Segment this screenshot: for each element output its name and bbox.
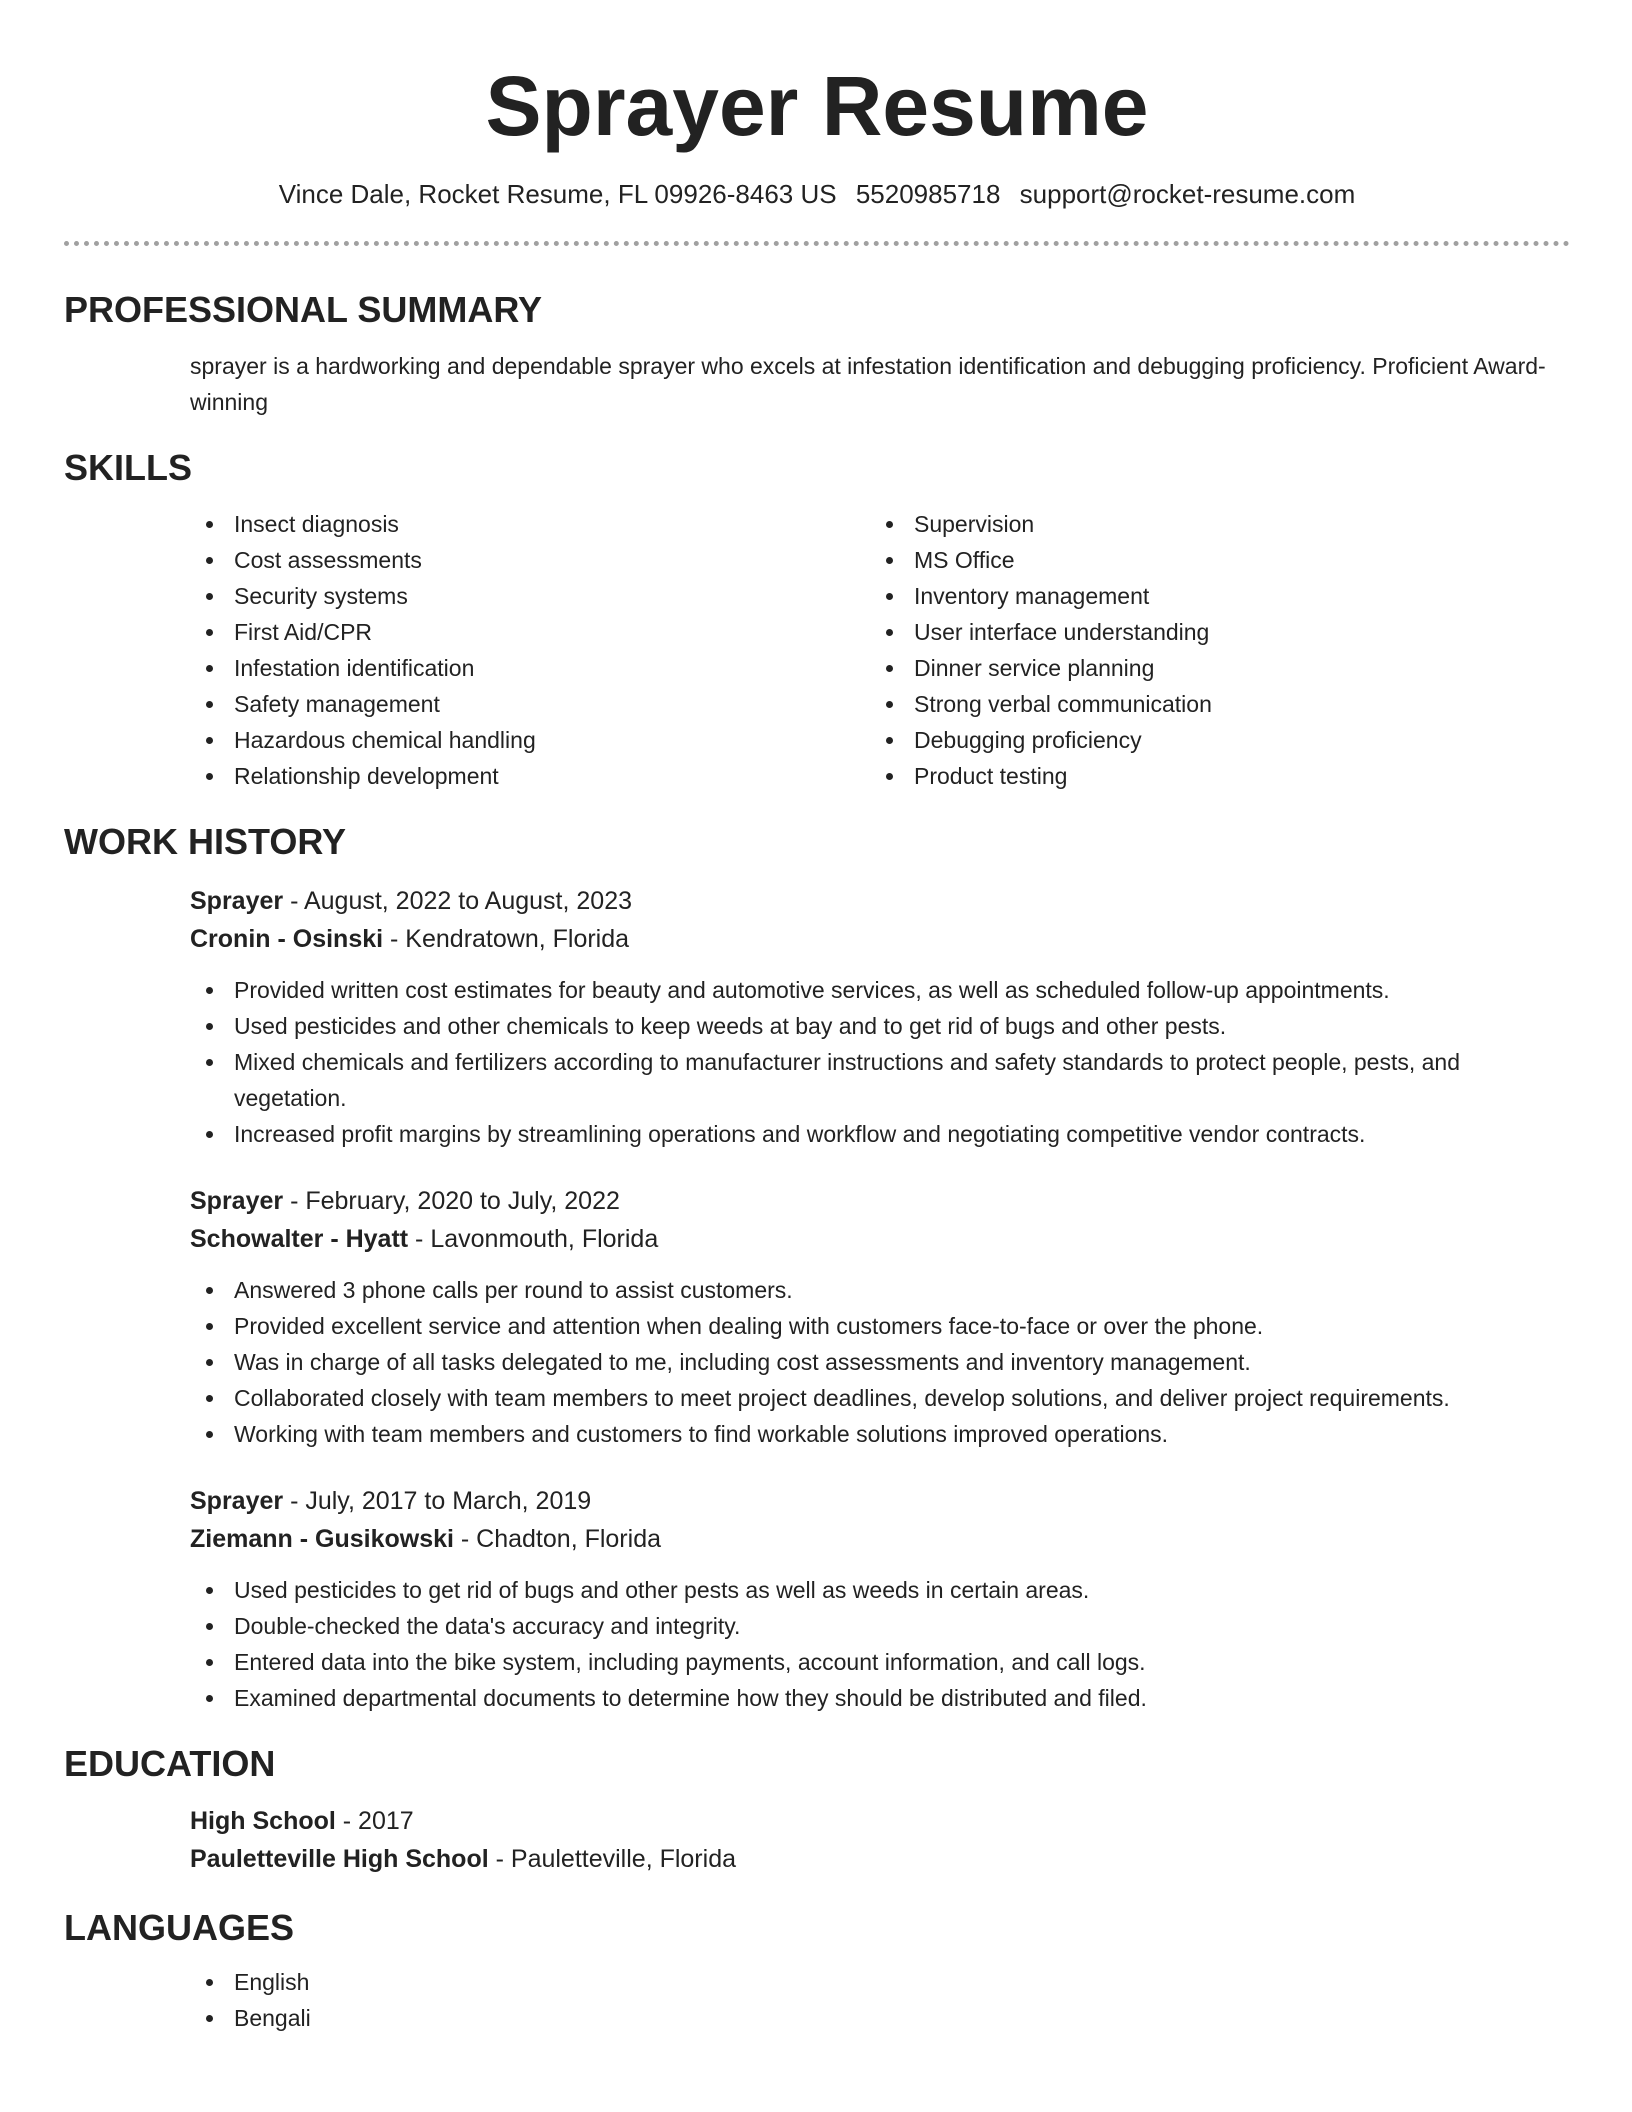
summary-text: sprayer is a hardworking and dependable sprayer who excels at infestation identification and debugging proficiency. Proficient Award-winning — [190, 353, 1546, 415]
job-entry — [190, 1482, 1570, 1716]
job-title: Sprayer — [190, 1487, 284, 1515]
job-title-line — [190, 1182, 1570, 1220]
skills-list — [190, 506, 1570, 794]
job-company-line — [190, 1220, 1570, 1258]
education-degree-line — [190, 1802, 1570, 1840]
skill-item: Inventory management — [870, 578, 1550, 614]
job-title: Sprayer — [190, 887, 284, 915]
contact-phone: 5520985718 — [855, 179, 1001, 209]
skill-item: Strong verbal communication — [870, 686, 1550, 722]
job-bullet: Increased profit margins by streamlining operations and workflow and negotiating competitive vendor contracts. — [190, 1116, 1570, 1152]
job-location: - Kendratown, Florida — [383, 925, 630, 953]
job-bullet: Examined departmental documents to determine how they should be distributed and filed. — [190, 1680, 1570, 1716]
job-location: - Lavonmouth, Florida — [408, 1225, 659, 1253]
languages-bullets — [190, 1964, 1570, 2036]
job-bullet: Entered data into the bike system, including payments, account information, and call logs. — [190, 1644, 1570, 1680]
job-bullets — [190, 1272, 1570, 1452]
skill-item: Safety management — [190, 686, 870, 722]
job-title-line — [190, 1482, 1570, 1520]
skill-item: First Aid/CPR — [190, 614, 870, 650]
job-dates: - August, 2022 to August, 2023 — [283, 887, 633, 915]
skill-item: Insect diagnosis — [190, 506, 870, 542]
education-school-line — [190, 1840, 1570, 1878]
job-title: Sprayer — [190, 1187, 284, 1215]
skills-column-left — [190, 506, 870, 794]
languages-heading: LANGUAGES — [64, 1907, 295, 1948]
skill-item: Hazardous chemical handling — [190, 722, 870, 758]
education-year: - 2017 — [335, 1807, 414, 1835]
job-bullet: Provided excellent service and attention when dealing with customers face-to-face or over the phone. — [190, 1308, 1570, 1344]
skill-item: Product testing — [870, 758, 1550, 794]
job-entry — [190, 1182, 1570, 1452]
education-school: Pauletteville High School — [190, 1845, 489, 1873]
skill-item: MS Office — [870, 542, 1550, 578]
job-company-line — [190, 1520, 1570, 1558]
work-history-heading: WORK HISTORY — [64, 821, 347, 862]
skill-item: Cost assessments — [190, 542, 870, 578]
resume-page — [64, 0, 1570, 2036]
job-location: - Chadton, Florida — [453, 1525, 661, 1553]
job-bullet: Used pesticides to get rid of bugs and other pests as well as weeds in certain areas. — [190, 1572, 1570, 1608]
job-bullet: Provided written cost estimates for beauty and automotive services, as well as scheduled follow-up appointments. — [190, 972, 1570, 1008]
job-company: Cronin - Osinski — [190, 925, 384, 953]
skills-column-right — [870, 506, 1550, 794]
skill-item: User interface understanding — [870, 614, 1550, 650]
job-company-line — [190, 920, 1570, 958]
header-divider — [64, 241, 1570, 246]
languages-list — [190, 1964, 1570, 2036]
skill-item: Security systems — [190, 578, 870, 614]
language-item: English — [190, 1964, 1570, 2000]
job-bullet: Mixed chemicals and fertilizers according to manufacturer instructions and safety standards to protect people, pests, and vegetation. — [190, 1044, 1570, 1116]
skill-item: Supervision — [870, 506, 1550, 542]
contact-address: Vince Dale, Rocket Resume, FL 09926-8463 US — [278, 179, 837, 209]
job-bullet: Was in charge of all tasks delegated to me, including cost assessments and inventory management. — [190, 1344, 1570, 1380]
job-bullet: Collaborated closely with team members to meet project deadlines, develop solutions, and deliver project requirements. — [190, 1380, 1570, 1416]
job-company: Ziemann - Gusikowski — [190, 1525, 454, 1553]
skill-item: Dinner service planning — [870, 650, 1550, 686]
job-dates: - February, 2020 to July, 2022 — [283, 1187, 620, 1215]
job-bullet: Used pesticides and other chemicals to keep weeds at bay and to get rid of bugs and other pests. — [190, 1008, 1570, 1044]
job-company: Schowalter - Hyatt — [190, 1225, 409, 1253]
job-bullet: Double-checked the data's accuracy and integrity. — [190, 1608, 1570, 1644]
summary-heading: PROFESSIONAL SUMMARY — [64, 289, 543, 330]
skills-heading: SKILLS — [64, 447, 193, 488]
job-bullet: Answered 3 phone calls per round to assist customers. — [190, 1272, 1570, 1308]
job-bullet: Working with team members and customers to find workable solutions improved operations. — [190, 1416, 1570, 1452]
skill-item: Infestation identification — [190, 650, 870, 686]
education-location: - Pauletteville, Florida — [488, 1845, 736, 1873]
resume-title: Sprayer Resume — [485, 59, 1149, 153]
education-heading: EDUCATION — [64, 1743, 276, 1784]
job-bullets — [190, 972, 1570, 1152]
contact-email: support@rocket-resume.com — [1019, 179, 1356, 209]
job-entry — [190, 882, 1570, 1152]
job-bullets — [190, 1572, 1570, 1716]
job-title-line — [190, 882, 1570, 920]
skill-item: Relationship development — [190, 758, 870, 794]
language-item: Bengali — [190, 2000, 1570, 2036]
education-entry — [190, 1802, 1570, 1878]
contact-line — [64, 176, 1570, 212]
education-degree: High School — [190, 1807, 336, 1835]
skill-item: Debugging proficiency — [870, 722, 1550, 758]
job-dates: - July, 2017 to March, 2019 — [283, 1487, 592, 1515]
